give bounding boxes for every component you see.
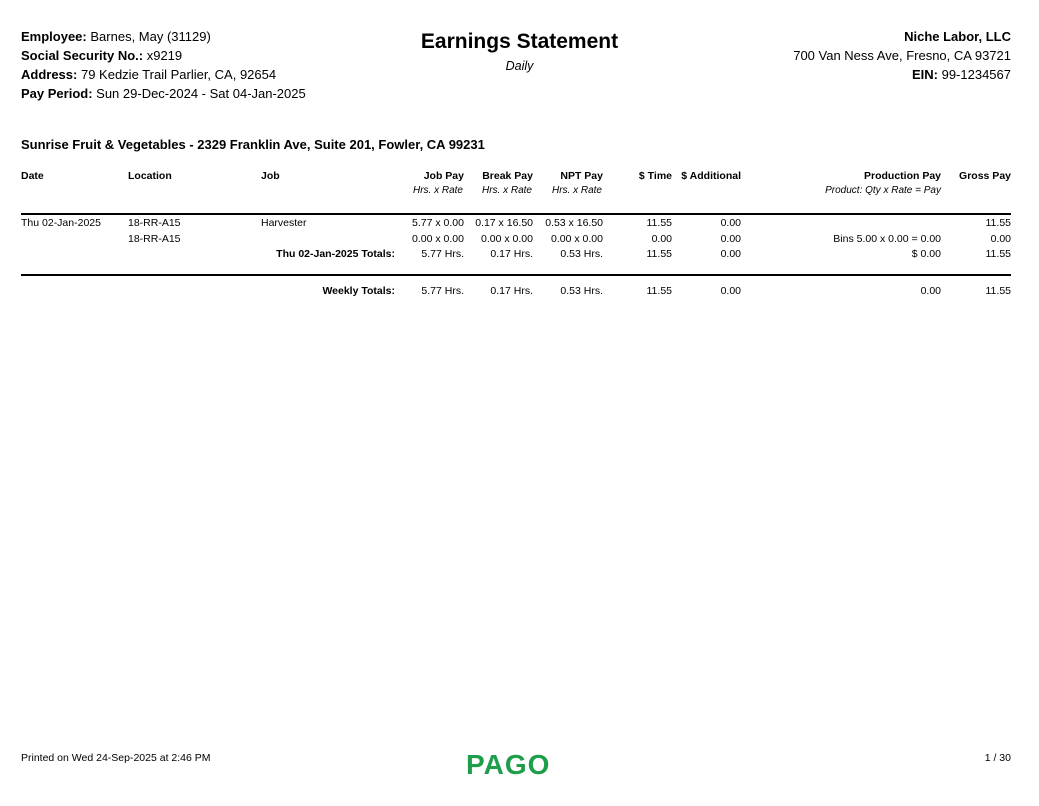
row2-break-pay: 0.00 x 0.00: [481, 233, 533, 245]
day-totals-time: 11.55: [646, 248, 672, 260]
svg-text:PAGO: PAGO: [466, 749, 551, 778]
col-npt-pay: NPT Pay: [560, 170, 603, 182]
page-number: 1 / 30: [984, 752, 1011, 764]
address-value: 79 Kedzie Trail Parlier, CA, 92654: [80, 67, 277, 82]
row1-time: 11.55: [646, 217, 672, 229]
col-job: Job: [261, 170, 280, 182]
weekly-totals-additional: 0.00: [720, 285, 741, 297]
col-location: Location: [128, 170, 172, 182]
col-additional: $ Additional: [681, 170, 741, 182]
page-title: Earnings Statement: [420, 30, 619, 53]
weekly-totals-job-pay: 5.77 Hrs.: [421, 285, 464, 297]
day-totals-label: Thu 02-Jan-2025 Totals:: [276, 248, 395, 260]
day-totals-npt-pay: 0.53 Hrs.: [560, 248, 603, 260]
col-production-pay-sub: Product: Qty x Rate = Pay: [825, 185, 941, 196]
row2-job-pay: 0.00 x 0.00: [412, 233, 464, 245]
row1-location: 18-RR-A15: [128, 217, 181, 229]
weekly-totals-npt-pay: 0.53 Hrs.: [560, 285, 603, 297]
company-address: 700 Van Ness Ave, Fresno, CA 93721: [793, 48, 1011, 63]
col-npt-pay-sub: Hrs. x Rate: [551, 185, 602, 196]
col-time: $ Time: [638, 170, 672, 182]
col-production-pay: Production Pay: [863, 170, 941, 182]
row2-npt-pay: 0.00 x 0.00: [551, 233, 603, 245]
row1-break-pay: 0.17 x 16.50: [475, 217, 533, 229]
ein-value: 99-1234567: [941, 67, 1011, 82]
employee-value: Barnes, May (31129): [90, 29, 211, 44]
section-title: Sunrise Fruit & Vegetables - 2329 Franklin Ave, Suite 201, Fowler, CA 99231: [21, 137, 485, 152]
row1-date: Thu 02-Jan-2025: [21, 217, 101, 229]
weekly-totals-production: 0.00: [920, 285, 941, 297]
day-totals-job-pay: 5.77 Hrs.: [421, 248, 464, 260]
pay-period-value: Sun 29-Dec-2024 - Sat 04-Jan-2025: [96, 86, 306, 101]
day-totals-additional: 0.00: [720, 248, 741, 260]
company-name: Niche Labor, LLC: [904, 29, 1011, 44]
printed-on: Printed on Wed 24-Sep-2025 at 2:46 PM: [21, 752, 211, 764]
day-totals-gross: 11.55: [985, 248, 1011, 260]
row1-job-pay: 5.77 x 0.00: [412, 217, 464, 229]
row1-job: Harvester: [261, 217, 307, 229]
address-label: Address:: [21, 67, 78, 82]
col-job-pay-sub: Hrs. x Rate: [412, 185, 463, 196]
header-divider: [21, 213, 1011, 215]
col-break-pay: Break Pay: [482, 170, 533, 182]
employee-label: Employee:: [21, 29, 87, 44]
weekly-totals-label: Weekly Totals:: [322, 285, 395, 297]
row1-gross: 11.55: [985, 217, 1011, 229]
pago-logo-mark: [466, 748, 566, 778]
ssn-value: x9219: [146, 48, 183, 63]
row1-additional: 0.00: [720, 217, 741, 229]
row2-production: Bins 5.00 x 0.00 = 0.00: [833, 233, 941, 245]
row2-additional: 0.00: [720, 233, 741, 245]
pay-period-label: Pay Period:: [21, 86, 93, 101]
col-break-pay-sub: Hrs. x Rate: [481, 185, 532, 196]
ein-label: EIN:: [911, 67, 938, 82]
row2-location: 18-RR-A15: [128, 233, 181, 245]
company-info: [793, 27, 1011, 84]
col-job-pay: Job Pay: [423, 170, 464, 182]
weekly-totals-time: 11.55: [646, 285, 672, 297]
weekly-totals-break-pay: 0.17 Hrs.: [490, 285, 533, 297]
row2-time: 0.00: [651, 233, 672, 245]
day-totals-break-pay: 0.17 Hrs.: [490, 248, 533, 260]
pago-logo: [466, 748, 566, 783]
col-date: Date: [21, 170, 44, 182]
totals-divider: [21, 274, 1011, 276]
weekly-totals-gross: 11.55: [985, 285, 1011, 297]
page-subtitle: Daily: [505, 59, 534, 73]
row1-npt-pay: 0.53 x 16.50: [545, 217, 603, 229]
col-gross-pay: Gross Pay: [959, 170, 1011, 182]
day-totals-production: $ 0.00: [911, 248, 941, 260]
row2-gross: 0.00: [990, 233, 1011, 245]
ssn-label: Social Security No.:: [21, 48, 144, 63]
